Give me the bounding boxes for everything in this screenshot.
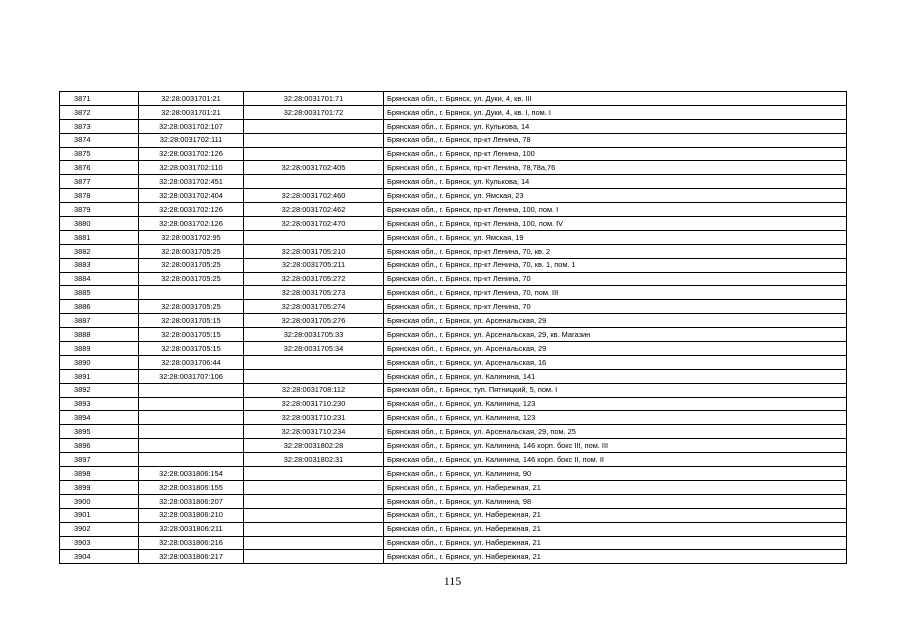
row-number-cell: 3872: [60, 105, 139, 119]
page-number: 115: [443, 574, 462, 588]
cadastral-number-cell: 32:28:0031706:44: [139, 355, 244, 369]
related-cadastral-number-cell: [244, 133, 384, 147]
cadastral-number-cell: 32:28:0031705:25: [139, 244, 244, 258]
row-number-cell: 3888: [60, 328, 139, 342]
row-number-cell: 3902: [60, 522, 139, 536]
address-cell: Брянская обл., г. Брянск, ул. Ямская, 23: [384, 189, 847, 203]
address-cell: Брянская обл., г. Брянск, ул. Набережная, 21: [384, 522, 847, 536]
related-cadastral-number-cell: 32:28:0031802:28: [244, 439, 384, 453]
row-number-cell: 3882: [60, 244, 139, 258]
related-cadastral-number-cell: 32:28:0031705:274: [244, 300, 384, 314]
table-row: [60, 480, 847, 494]
table-row: [60, 342, 847, 356]
related-cadastral-number-cell: 32:28:0031705:273: [244, 286, 384, 300]
cadastral-number-cell: 32:28:0031701:21: [139, 92, 244, 106]
address-cell: Брянская обл., г. Брянск, ул. Калинина, 141: [384, 369, 847, 383]
cadastral-number-cell: 32:28:0031705:15: [139, 328, 244, 342]
address-cell: Брянская обл., г. Брянск, пр-кт Ленина, 70: [384, 300, 847, 314]
table-row: [60, 272, 847, 286]
address-cell: Брянская обл., г. Брянск, пр-кт Ленина, 70, пом. III: [384, 286, 847, 300]
related-cadastral-number-cell: [244, 175, 384, 189]
table-row: [60, 536, 847, 550]
table-row: [60, 258, 847, 272]
row-number-cell: 3883: [60, 258, 139, 272]
related-cadastral-number-cell: [244, 494, 384, 508]
table-row: [60, 92, 847, 106]
cadastral-number-cell: 32:28:0031702:107: [139, 119, 244, 133]
cadastral-number-cell: 32:28:0031702:110: [139, 161, 244, 175]
table-body: [60, 92, 847, 564]
cadastral-number-cell: 32:28:0031705:25: [139, 258, 244, 272]
address-cell: Брянская обл., г. Брянск, пр-кт Ленина, 78,78а,76: [384, 161, 847, 175]
row-number-cell: 3901: [60, 508, 139, 522]
row-number-cell: 3886: [60, 300, 139, 314]
row-number-cell: 3889: [60, 342, 139, 356]
related-cadastral-number-cell: 32:28:0031708:112: [244, 383, 384, 397]
cadastral-number-cell: 32:28:0031806:210: [139, 508, 244, 522]
address-cell: Брянская обл., г. Брянск, пр-кт Ленина, 100, пом. I: [384, 203, 847, 217]
related-cadastral-number-cell: [244, 369, 384, 383]
related-cadastral-number-cell: [244, 467, 384, 481]
address-cell: Брянская обл., г. Брянск, пр-кт Ленина, 100: [384, 147, 847, 161]
related-cadastral-number-cell: [244, 522, 384, 536]
related-cadastral-number-cell: [244, 147, 384, 161]
related-cadastral-number-cell: 32:28:0031705:33: [244, 328, 384, 342]
cadastral-number-cell: [139, 439, 244, 453]
related-cadastral-number-cell: [244, 355, 384, 369]
cadastral-number-cell: 32:28:0031806:207: [139, 494, 244, 508]
table-row: [60, 397, 847, 411]
cadastral-number-cell: 32:28:0031705:25: [139, 272, 244, 286]
related-cadastral-number-cell: 32:28:0031702:405: [244, 161, 384, 175]
row-number-cell: 3876: [60, 161, 139, 175]
table-row: [60, 439, 847, 453]
table-row: [60, 355, 847, 369]
address-cell: Брянская обл., г. Брянск, пр-кт Ленина, 100, пом. IV: [384, 217, 847, 231]
row-number-cell: 3896: [60, 439, 139, 453]
cadastral-number-cell: 32:28:0031806:217: [139, 550, 244, 564]
table-row: [60, 328, 847, 342]
table-row: [60, 453, 847, 467]
related-cadastral-number-cell: 32:28:0031710:234: [244, 425, 384, 439]
related-cadastral-number-cell: 32:28:0031702:462: [244, 203, 384, 217]
related-cadastral-number-cell: [244, 230, 384, 244]
table-row: [60, 314, 847, 328]
table-row: [60, 369, 847, 383]
row-number-cell: 3903: [60, 536, 139, 550]
table-row: [60, 203, 847, 217]
address-cell: Брянская обл., г. Брянск, ул. Арсенальская, 29, пом. 25: [384, 425, 847, 439]
address-cell: Брянская обл., г. Брянск, ул. Калинина, 146 корп. бокс II, пом. II: [384, 453, 847, 467]
cadastral-number-cell: [139, 397, 244, 411]
address-cell: Брянская обл., г. Брянск, ул. Калинина, 146 корп. бокс III, пом. III: [384, 439, 847, 453]
row-number-cell: 3879: [60, 203, 139, 217]
cadastral-number-cell: [139, 411, 244, 425]
row-number-cell: 3892: [60, 383, 139, 397]
cadastral-number-cell: 32:28:0031705:15: [139, 342, 244, 356]
cadastral-number-cell: 32:28:0031702:111: [139, 133, 244, 147]
row-number-cell: 3890: [60, 355, 139, 369]
related-cadastral-number-cell: 32:28:0031702:470: [244, 217, 384, 231]
cadastral-number-cell: 32:28:0031702:126: [139, 203, 244, 217]
cadastral-number-cell: 32:28:0031702:126: [139, 147, 244, 161]
address-cell: Брянская обл., г. Брянск, ул. Калинина, 98: [384, 494, 847, 508]
address-cell: Брянская обл., г. Брянск, пр-кт Ленина, 70, кв. 1, пом. 1: [384, 258, 847, 272]
row-number-cell: 3878: [60, 189, 139, 203]
address-cell: Брянская обл., г. Брянск, ул. Калинина, 90: [384, 467, 847, 481]
address-cell: Брянская обл., г. Брянск, ул. Калинина, 123: [384, 411, 847, 425]
address-cell: Брянская обл., г. Брянск, ул. Арсенальская, 29: [384, 342, 847, 356]
cadastral-number-cell: 32:28:0031702:404: [139, 189, 244, 203]
table-row: [60, 300, 847, 314]
row-number-cell: 3895: [60, 425, 139, 439]
table-row: [60, 508, 847, 522]
table-row: [60, 383, 847, 397]
address-cell: Брянская обл., г. Брянск, ул. Арсенальская, 29: [384, 314, 847, 328]
row-number-cell: 3900: [60, 494, 139, 508]
related-cadastral-number-cell: 32:28:0031705:272: [244, 272, 384, 286]
related-cadastral-number-cell: [244, 119, 384, 133]
row-number-cell: 3891: [60, 369, 139, 383]
cadastral-number-cell: 32:28:0031707:106: [139, 369, 244, 383]
address-cell: Брянская обл., г. Брянск, ул. Кулькова, 14: [384, 175, 847, 189]
table-row: [60, 522, 847, 536]
related-cadastral-number-cell: 32:28:0031701:72: [244, 105, 384, 119]
address-cell: Брянская обл., г. Брянск, ул. Ямская, 19: [384, 230, 847, 244]
related-cadastral-number-cell: 32:28:0031802:31: [244, 453, 384, 467]
table-row: [60, 133, 847, 147]
related-cadastral-number-cell: 32:28:0031701:71: [244, 92, 384, 106]
table-row: [60, 217, 847, 231]
row-number-cell: 3885: [60, 286, 139, 300]
cadastral-number-cell: 32:28:0031806:216: [139, 536, 244, 550]
row-number-cell: 3904: [60, 550, 139, 564]
row-number-cell: 3897: [60, 453, 139, 467]
row-number-cell: 3873: [60, 119, 139, 133]
related-cadastral-number-cell: 32:28:0031705:34: [244, 342, 384, 356]
property-table: [59, 91, 847, 564]
related-cadastral-number-cell: 32:28:0031705:210: [244, 244, 384, 258]
row-number-cell: 3898: [60, 467, 139, 481]
row-number-cell: 3875: [60, 147, 139, 161]
related-cadastral-number-cell: 32:28:0031705:211: [244, 258, 384, 272]
address-cell: Брянская обл., г. Брянск, ул. Дуки, 4, кв. I, пом. I: [384, 105, 847, 119]
cadastral-number-cell: 32:28:0031701:21: [139, 105, 244, 119]
row-number-cell: 3884: [60, 272, 139, 286]
row-number-cell: 3899: [60, 480, 139, 494]
table-row: [60, 147, 847, 161]
address-cell: Брянская обл., г. Брянск, ул. Набережная, 21: [384, 536, 847, 550]
row-number-cell: 3894: [60, 411, 139, 425]
related-cadastral-number-cell: [244, 480, 384, 494]
cadastral-number-cell: [139, 383, 244, 397]
table-row: [60, 189, 847, 203]
address-cell: Брянская обл., г. Брянск, пр-кт Ленина, 70, кв. 2: [384, 244, 847, 258]
table-row: [60, 286, 847, 300]
cadastral-number-cell: 32:28:0031705:15: [139, 314, 244, 328]
address-cell: Брянская обл., г. Брянск, ул. Кулькова, 14: [384, 119, 847, 133]
table-row: [60, 119, 847, 133]
table-row: [60, 230, 847, 244]
row-number-cell: 3880: [60, 217, 139, 231]
related-cadastral-number-cell: 32:28:0031702:460: [244, 189, 384, 203]
address-cell: Брянская обл., г. Брянск, ул. Набережная, 21: [384, 508, 847, 522]
table-row: [60, 425, 847, 439]
address-cell: Брянская обл., г. Брянск, ул. Набережная, 21: [384, 480, 847, 494]
table-row: [60, 411, 847, 425]
table-row: [60, 105, 847, 119]
cadastral-number-cell: [139, 425, 244, 439]
related-cadastral-number-cell: [244, 508, 384, 522]
cadastral-number-cell: 32:28:0031705:25: [139, 300, 244, 314]
row-number-cell: 3871: [60, 92, 139, 106]
table-row: [60, 494, 847, 508]
related-cadastral-number-cell: [244, 536, 384, 550]
address-cell: Брянская обл., г. Брянск, ул. Дуки, 4, кв. III: [384, 92, 847, 106]
cadastral-number-cell: 32:28:0031806:154: [139, 467, 244, 481]
address-cell: Брянская обл., г. Брянск, ул. Арсенальская, 16: [384, 355, 847, 369]
table-row: [60, 550, 847, 564]
cadastral-number-cell: 32:28:0031702:95: [139, 230, 244, 244]
address-cell: Брянская обл., г. Брянск, пр-кт Ленина, 78: [384, 133, 847, 147]
row-number-cell: 3893: [60, 397, 139, 411]
related-cadastral-number-cell: 32:28:0031710:231: [244, 411, 384, 425]
row-number-cell: 3877: [60, 175, 139, 189]
cadastral-number-cell: 32:28:0031806:155: [139, 480, 244, 494]
address-cell: Брянская обл., г. Брянск, ул. Набережная, 21: [384, 550, 847, 564]
address-cell: Брянская обл., г. Брянск, пр-кт Ленина, 70: [384, 272, 847, 286]
row-number-cell: 3887: [60, 314, 139, 328]
related-cadastral-number-cell: [244, 550, 384, 564]
address-cell: Брянская обл., г. Брянск, туп. Пятницкий, 5, пом. I: [384, 383, 847, 397]
related-cadastral-number-cell: 32:28:0031705:276: [244, 314, 384, 328]
table-row: [60, 161, 847, 175]
row-number-cell: 3874: [60, 133, 139, 147]
related-cadastral-number-cell: 32:28:0031710:230: [244, 397, 384, 411]
table-row: [60, 175, 847, 189]
cadastral-number-cell: [139, 453, 244, 467]
cadastral-number-cell: 32:28:0031702:451: [139, 175, 244, 189]
row-number-cell: 3881: [60, 230, 139, 244]
address-cell: Брянская обл., г. Брянск, ул. Арсенальская, 29, кв. Магазин: [384, 328, 847, 342]
address-cell: Брянская обл., г. Брянск, ул. Калинина, 123: [384, 397, 847, 411]
table-row: [60, 467, 847, 481]
table-row: [60, 244, 847, 258]
cadastral-number-cell: [139, 286, 244, 300]
cadastral-number-cell: 32:28:0031806:211: [139, 522, 244, 536]
cadastral-number-cell: 32:28:0031702:126: [139, 217, 244, 231]
